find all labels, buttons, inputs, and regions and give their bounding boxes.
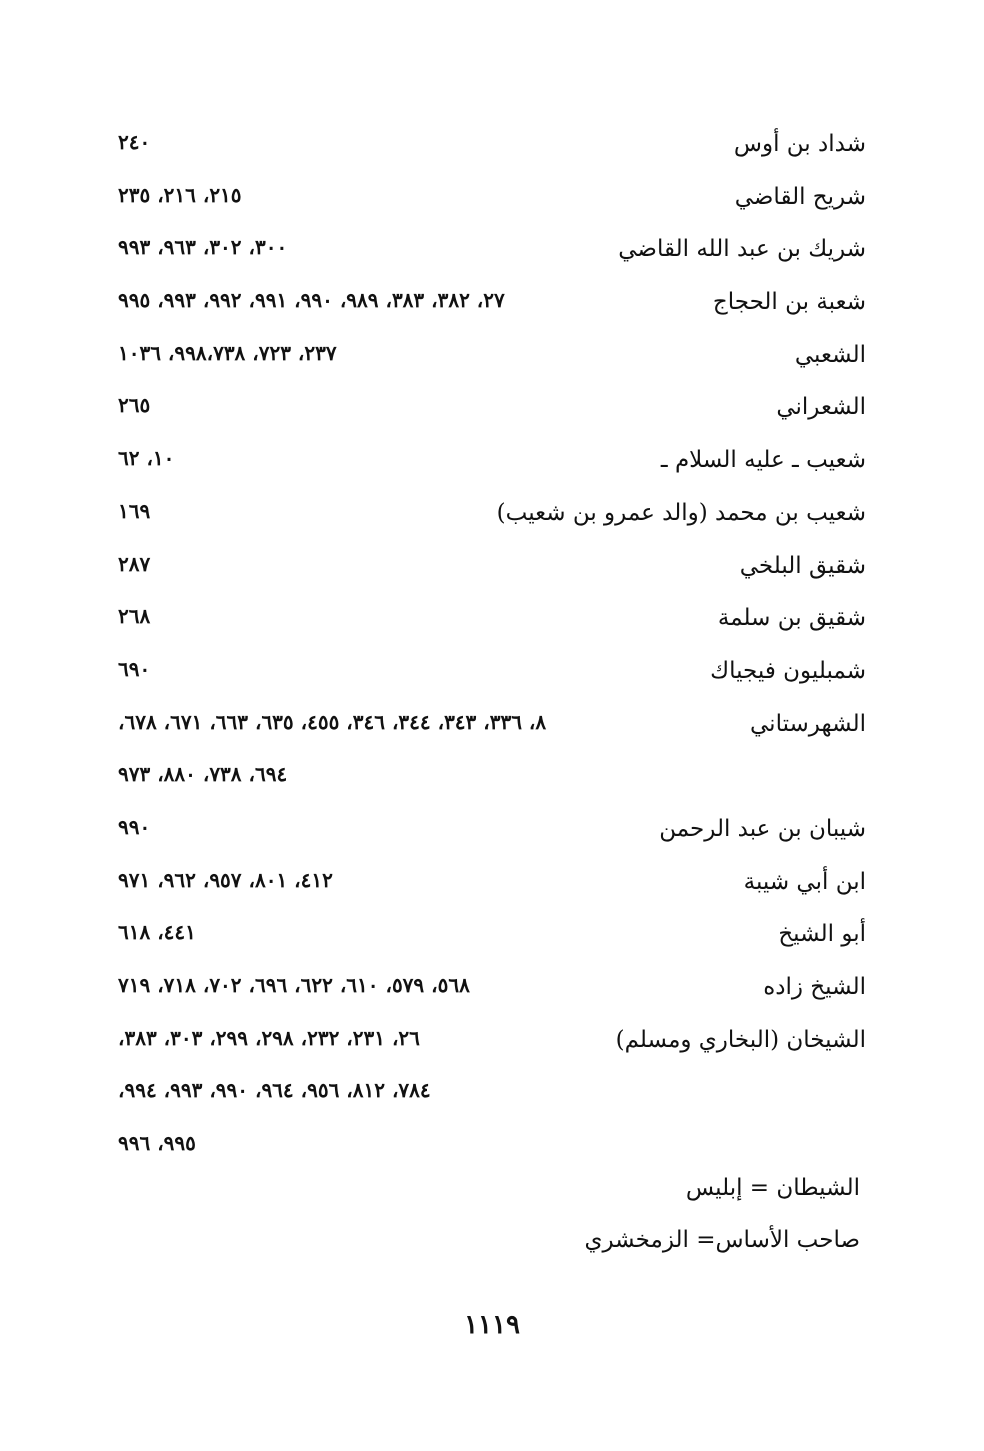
entry-pages: ٦٩٤، ٧٣٨، ٨٨٠، ٩٧٣ [118,762,288,787]
entry-pages: ٢٦، ٢٣١، ٢٣٢، ٢٩٨، ٢٩٩، ٣٠٣، ٣٨٣، [118,1025,420,1050]
entry-pages: ٢٦٥ [118,393,151,418]
entry-name: شعيب ـ عليه السلام ـ [660,447,866,474]
entry-name: شعيب بن محمد (والد عمرو بن شعيب) [496,499,866,526]
entry-pages: ٢٨٧ [118,551,151,576]
entry-pages: ٦٩٠ [118,656,151,681]
entry-pages: ٤٤١، ٦١٨ [118,920,196,945]
entry-pages: ١٦٩ [118,498,151,523]
cross-reference: الشيطان = إبليس [685,1175,860,1201]
index-entries [118,122,866,1176]
index-entry [118,702,866,755]
entry-pages: ٧٨٤، ٨١٢، ٩٥٦، ٩٦٤، ٩٩٠، ٩٩٣، ٩٩٤، [118,1078,431,1103]
entry-name: شقيق بن سلمة [717,605,866,632]
index-entry [118,912,866,965]
entry-name: ابن أبي شيبة [743,868,866,895]
index-entry-continuation [118,754,866,807]
entry-pages: ٢٤٠ [118,130,151,154]
entry-pages: ٣٠٠، ٣٠٢، ٩٦٣، ٩٩٣ [118,235,288,260]
entry-name: الشيخان (البخاري ومسلم) [615,1026,866,1053]
entry-name: الشعراني [776,394,866,421]
index-entry [118,438,866,491]
index-entry [118,807,866,860]
index-entry [118,280,866,333]
index-entry [118,175,866,228]
index-entry [118,227,866,280]
entry-name: شمبليون فيجياك [710,657,866,684]
index-entry [118,333,866,386]
index-entry [118,649,866,702]
entry-pages: ٩٩٥، ٩٩٦ [118,1131,196,1156]
cross-references [360,1166,860,1270]
index-entry [118,965,866,1018]
entry-pages: ١٠، ٦٢ [118,446,175,471]
entry-pages: ٤١٢، ٨٠١، ٩٥٧، ٩٦٢، ٩٧١ [118,867,333,892]
entry-pages: ٨، ٣٣٦، ٣٤٣، ٣٤٤، ٣٤٦، ٤٥٥، ٦٣٥، ٦٦٣، ٦٧١، ٦٧٨، [118,709,547,734]
page-number: ١١١٩ [464,1310,520,1340]
entry-name: الشهرستاني [750,710,866,737]
index-entry [118,860,866,913]
entry-name: شقيق البلخي [739,552,866,579]
index-entry [118,1018,866,1071]
entry-name: شيبان بن عبد الرحمن [659,815,866,842]
entry-pages: ٢١٥، ٢١٦، ٢٣٥ [118,182,242,207]
entry-name: أبو الشيخ [778,921,866,948]
entry-name: الشيخ زاده [763,974,866,1000]
entry-name: شداد بن أوس [733,131,866,157]
entry-pages: ٢٦٨ [118,604,151,629]
index-entry [118,385,866,438]
entry-pages: ٩٩٠ [118,814,151,839]
index-entry [118,596,866,649]
index-entry-continuation [118,1070,866,1123]
cross-reference: صاحب الأساس= الزمخشري [584,1227,860,1253]
index-entry [118,491,866,544]
entry-name: الشعبي [794,341,866,368]
entry-pages: ٢٧، ٣٨٢، ٣٨٣، ٩٨٩، ٩٩٠، ٩٩١، ٩٩٢، ٩٩٣، ٩٩٥ [118,288,505,313]
entry-pages: ٥٦٨، ٥٧٩، ٦١٠، ٦٢٢، ٦٩٦، ٧٠٢، ٧١٨، ٧١٩ [118,973,470,997]
entry-name: شعبة بن الحجاج [712,289,866,316]
entry-pages: ٢٣٧، ٧٢٣، ٩٩٨،٧٣٨، ١٠٣٦ [118,340,337,365]
index-entry [118,122,866,175]
index-entry [118,544,866,597]
entry-name: شريك بن عبد الله القاضي [618,236,866,263]
entry-name: شريح القاضي [734,183,866,210]
